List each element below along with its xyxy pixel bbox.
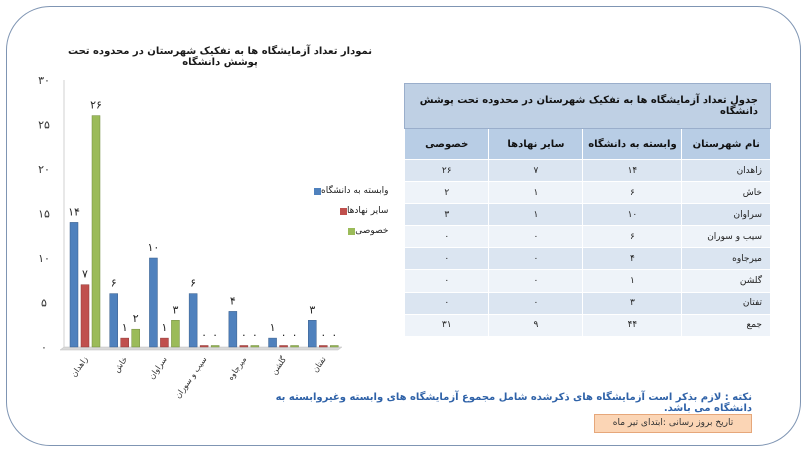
legend-label-private: خصوصی [355, 226, 389, 236]
bar [240, 346, 248, 348]
x-tick-label: سراوان [147, 354, 169, 381]
bar [121, 338, 129, 347]
cell-private: ۲۶ [405, 160, 489, 182]
cell-city: گلشن [682, 270, 771, 292]
cell-other: ۷ [489, 160, 583, 182]
cell-city: تفتان [682, 292, 771, 314]
bar-value-label: ۰ [280, 328, 287, 342]
cell-city: سراوان [682, 204, 771, 226]
y-tick-label: ۰ [41, 341, 47, 354]
x-tick-label: سیب و سوران [173, 354, 209, 401]
bar [280, 346, 288, 348]
bar-value-label: ۱۴ [68, 205, 80, 219]
cell-affiliated: ۴ [583, 248, 682, 270]
table-row [405, 182, 771, 204]
header-affiliated: وابسته به دانشگاه [583, 129, 682, 160]
lab-count-table [404, 83, 771, 337]
chart-axes [60, 80, 342, 350]
bar-value-label: ۱۰ [147, 241, 160, 254]
bar [132, 329, 140, 347]
table-caption: جدول تعداد آزمایشگاه ها به تفکیک شهرستان در محدوده تحت پوشش دانشگاه [405, 84, 771, 129]
table-row-total [405, 314, 771, 336]
bar-value-label: ۶ [110, 276, 117, 290]
cell-private: ۰ [405, 270, 489, 292]
cell-affiliated: ۱۰ [583, 204, 682, 226]
cell-city: خاش [682, 182, 771, 204]
cell-other: ۰ [489, 270, 583, 292]
bar [269, 338, 277, 347]
bar-value-label: ۴ [229, 294, 236, 308]
y-tick-label: ۳۰ [38, 74, 50, 87]
y-tick-label: ۵ [41, 296, 47, 310]
legend-label-other: سایر نهادها [346, 206, 389, 216]
cell-city: سیب و سوران [682, 226, 771, 248]
table-row [405, 248, 771, 270]
legend-swatch-private [348, 228, 355, 235]
bar-value-label: ۰ [251, 328, 258, 342]
bar [81, 285, 89, 347]
legend-label-affiliated: وابسته به دانشگاه [321, 186, 389, 196]
cell-other: ۰ [489, 292, 583, 314]
y-tick-label: ۱۵ [38, 207, 50, 221]
bar [308, 320, 316, 347]
bar-value-label: ۶ [190, 276, 197, 290]
x-tick-label: زاهدان [69, 354, 90, 379]
cell-other: ۱ [489, 204, 583, 226]
bar [330, 346, 338, 348]
bar [92, 116, 100, 347]
bar-value-label: ۰ [291, 328, 298, 342]
header-city: نام شهرستان [682, 129, 771, 160]
legend-item-private [308, 221, 388, 241]
header-other: سایر نهادها [489, 129, 583, 160]
bar-value-label: ۲۶ [90, 98, 102, 112]
cell-private: ۳ [405, 204, 489, 226]
legend-item-other [308, 201, 388, 221]
cell-other: ۱ [489, 182, 583, 204]
y-tick-label: ۲۰ [38, 163, 50, 176]
bar [229, 311, 237, 347]
bar-value-label: ۱ [269, 321, 276, 335]
bar [200, 346, 208, 348]
cell-affiliated: ۳ [583, 292, 682, 314]
cell-private: ۰ [405, 292, 489, 314]
update-date-badge: تاریخ بروز رسانی :ابتدای تیر ماه [594, 414, 752, 433]
bar [149, 258, 157, 347]
chart-bars [70, 116, 338, 347]
cell-private: ۲ [405, 182, 489, 204]
table-row [405, 292, 771, 314]
y-tick-label: ۱۰ [38, 252, 50, 265]
bar [251, 346, 259, 348]
note-text: نکته : لازم بذکر است آزمایشگاه های ذکرشده شامل مجموع آزمایشگاه های وابسته وغیروابسته به دانشگاه می باشد. [275, 392, 752, 414]
cell-city: جمع [682, 314, 771, 336]
bar-value-label: ۲ [132, 312, 139, 326]
cell-private: ۳۱ [405, 314, 489, 336]
bar [70, 222, 78, 347]
cell-affiliated: ۱ [583, 270, 682, 292]
bar-value-label: ۰ [320, 328, 327, 342]
x-tick-label: گلشن [269, 354, 289, 377]
chart-legend [308, 181, 388, 241]
legend-swatch-other [340, 208, 347, 215]
cell-affiliated: ۴۴ [583, 314, 682, 336]
cell-other: ۹ [489, 314, 583, 336]
table-row [405, 204, 771, 226]
cell-city: میرجاوه [682, 248, 771, 270]
cell-affiliated: ۱۴ [583, 160, 682, 182]
cell-affiliated: ۶ [583, 226, 682, 248]
bar [160, 338, 168, 347]
bar-value-label: ۰ [240, 328, 247, 342]
x-tick-label: میرجاوه [225, 354, 249, 382]
chart-title: نمودار تعداد آزمایشگاه ها به تفکیک شهرستان در محدوده تحت پوشش دانشگاه [68, 46, 372, 68]
table-row [405, 270, 771, 292]
bar-value-label: ۱ [161, 321, 168, 335]
bar-value-label: ۰ [201, 328, 208, 342]
cell-other: ۰ [489, 248, 583, 270]
legend-swatch-affiliated [314, 188, 321, 195]
table-row [405, 160, 771, 182]
bar [291, 346, 299, 348]
cell-affiliated: ۶ [583, 182, 682, 204]
cell-other: ۰ [489, 226, 583, 248]
bar [319, 346, 327, 348]
x-tick-label: خاش [111, 354, 130, 375]
cell-city: زاهدان [682, 160, 771, 182]
x-tick-label: تفتان [310, 354, 328, 375]
chart-labels [38, 74, 337, 400]
legend-item-affiliated [308, 181, 388, 201]
bar-value-label: ۳ [309, 303, 316, 317]
cell-private: ۰ [405, 226, 489, 248]
bar [110, 294, 118, 347]
cell-private: ۰ [405, 248, 489, 270]
chart-floor [60, 347, 342, 350]
y-tick-label: ۲۵ [38, 118, 50, 132]
header-private: خصوصی [405, 129, 489, 160]
bar-value-label: ۰ [331, 328, 338, 342]
bar [211, 346, 219, 348]
table-row [405, 226, 771, 248]
bar-value-label: ۱ [121, 321, 128, 335]
bar-value-label: ۰ [212, 328, 219, 342]
bar-value-label: ۳ [172, 303, 179, 317]
bar [171, 320, 179, 347]
bar-value-label: ۷ [82, 267, 88, 281]
bar [189, 294, 197, 347]
